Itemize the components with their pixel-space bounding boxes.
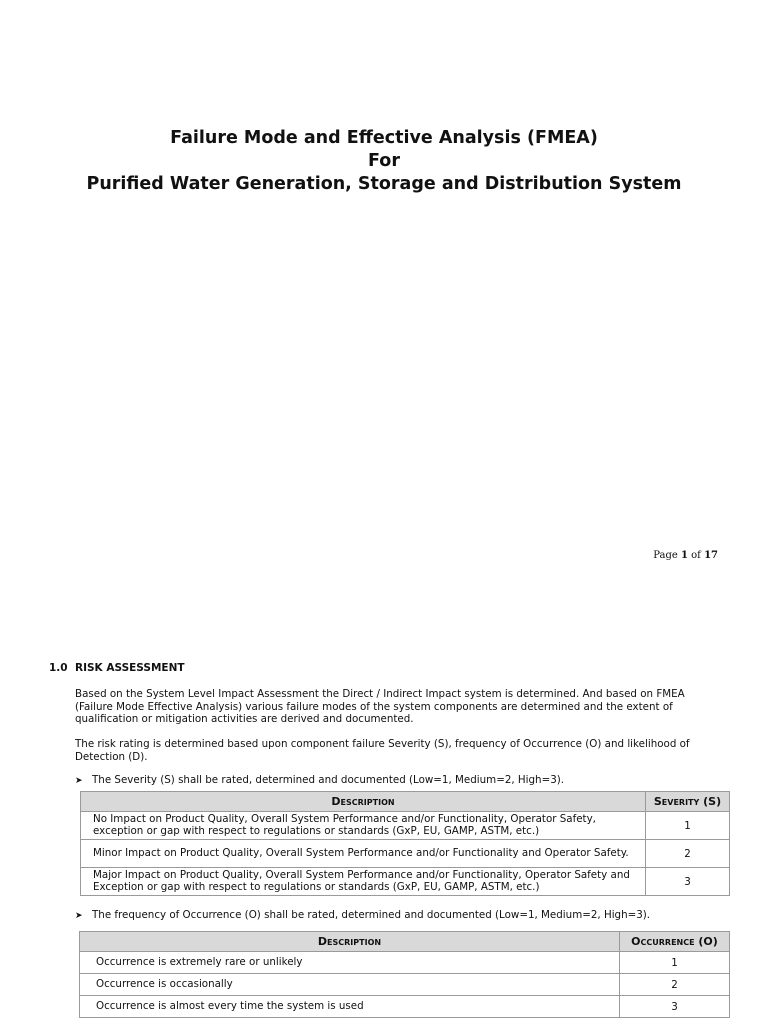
- occurrence-description-cell: Occurrence is extremely rare or unlikely: [80, 952, 620, 974]
- section-heading: [49, 662, 185, 674]
- table-row: [80, 952, 730, 974]
- table-header-row: [80, 932, 730, 952]
- occurrence-value-cell: 2: [620, 974, 730, 996]
- occurrence-description-cell: Occurrence is occasionally: [80, 974, 620, 996]
- table-row: [81, 868, 730, 896]
- occurrence-description-cell: Occurrence is almost every time the system is used: [80, 996, 620, 1018]
- severity-description-cell: Minor Impact on Product Quality, Overall System Performance and/or Functionality and Operator Safety.: [81, 840, 646, 868]
- table-row: [80, 974, 730, 996]
- column-header-occurrence: Occurrence (O): [620, 932, 730, 952]
- page-label: Page: [653, 550, 678, 561]
- arrow-bullet-icon: ➤: [75, 776, 83, 786]
- table-header-row: [81, 792, 730, 812]
- severity-value-cell: 2: [646, 840, 730, 868]
- severity-table: [80, 791, 730, 896]
- page-of: of: [691, 550, 701, 561]
- section-number: 1.0: [49, 662, 68, 674]
- title-line-3: Purified Water Generation, Storage and Distribution System: [86, 174, 682, 194]
- occurrence-value-cell: 1: [620, 952, 730, 974]
- column-header-severity: Severity (S): [646, 792, 730, 812]
- title-line-1: Failure Mode and Effective Analysis (FMEA): [170, 128, 598, 148]
- severity-value-cell: 3: [646, 868, 730, 896]
- occurrence-table: [79, 931, 730, 1018]
- arrow-bullet-icon: ➤: [75, 911, 83, 921]
- page-current: 1: [681, 550, 688, 561]
- severity-description-cell: No Impact on Product Quality, Overall System Performance and/or Functionality, Operator Safety, exception or gap with respect to regulations or standards (GxP, EU, GAMP, ASTM, etc.): [81, 812, 646, 840]
- severity-description-cell: Major Impact on Product Quality, Overall System Performance and/or Functionality, Operator Safety and Exception or gap with respect to regulations or standards (GxP, EU, GAMP, ASTM, etc.): [81, 868, 646, 896]
- page-total: 17: [704, 550, 718, 561]
- intro-paragraph: Based on the System Level Impact Assessment the Direct / Indirect Impact system is determined. And based on FMEA (Failure Mode Effective Analysis) various failure modes of the system components are determined and the extent of qualification or mitigation activities are derived and documented.: [75, 688, 685, 726]
- occurrence-bullet: [75, 909, 650, 921]
- table-row: [80, 996, 730, 1018]
- section-title: RISK ASSESSMENT: [75, 662, 185, 674]
- severity-bullet: [75, 774, 564, 786]
- severity-value-cell: 1: [646, 812, 730, 840]
- page-number: [653, 550, 718, 561]
- column-header-description: Description: [81, 792, 646, 812]
- column-header-description: Description: [80, 932, 620, 952]
- occurrence-bullet-text: The frequency of Occurrence (O) shall be rated, determined and documented (Low=1, Medium=2, High=3).: [92, 909, 651, 921]
- table-row: [81, 840, 730, 868]
- risk-rating-paragraph: The risk rating is determined based upon component failure Severity (S), frequency of Occurrence (O) and likelihood of Detection (D).: [75, 738, 690, 763]
- title-line-2: For: [368, 151, 400, 171]
- severity-bullet-text: The Severity (S) shall be rated, determined and documented (Low=1, Medium=2, High=3).: [92, 774, 565, 786]
- document-title: [0, 127, 768, 196]
- occurrence-value-cell: 3: [620, 996, 730, 1018]
- table-row: [81, 812, 730, 840]
